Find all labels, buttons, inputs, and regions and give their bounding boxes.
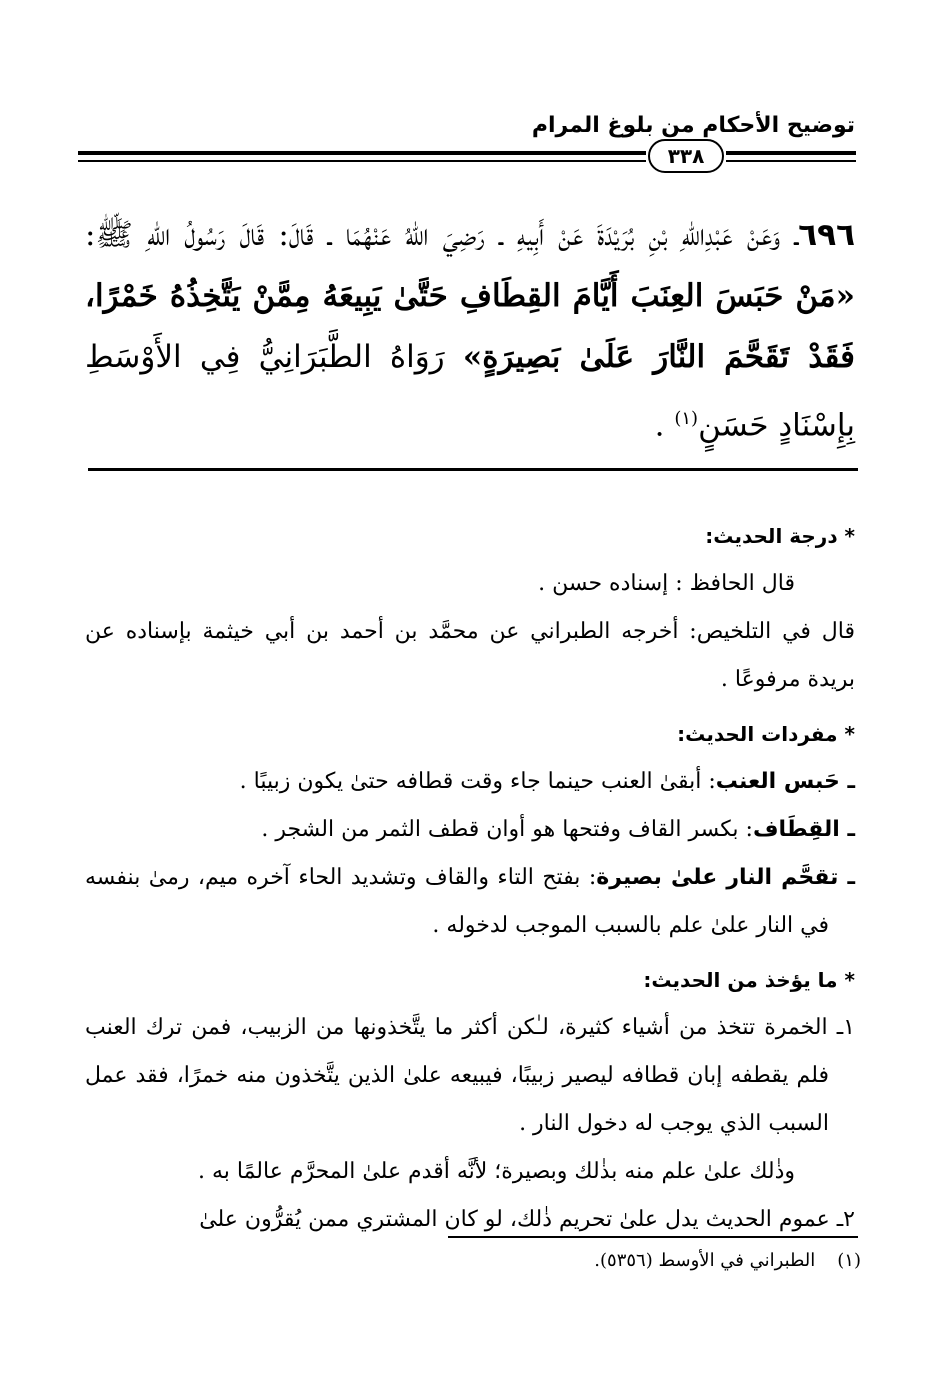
lesson-2: ٢ـ عموم الحديث يدل علىٰ تحريم ذٰلك، لو كان المشتري ممن يُقرُّون علىٰ [199,1207,855,1232]
header-rule-thin-right [726,160,856,162]
vocab-def-2: : بكسر القاف وفتحها هو أوان قطف الثمر من الشجر . [261,817,753,842]
lesson-1: ١ـ الخمرة تتخذ من أشياء كثيرة، لـٰكن أكثر ما يتَّخذونها من الزبيب، فمن ترك العنب فلم يقطفه إبان قطافه ليصير زبيبًا، فيبيعه علىٰ الذين يتَّخذون منه خمرًا، فقد عمل السبب الذي يوجب له دخول النار . [85,1015,855,1136]
header-rule-thick-left [78,151,646,155]
footnote-text: الطبراني في الأوسط (٥٣٥٦). [594,1250,816,1271]
hadith-quote: «مَنْ حَبَسَ العِنَبَ أَيَّامَ القِطَافِ حَتَّىٰ يَبِيعَهُ مِمَّنْ يَتَّخِذُهُ خَمْرًا، فَقَدْ تَقَحَّمَ النَّارَ عَلَىٰ بَصِيرَةٍ» [85,278,855,375]
header-rule-thick-right [726,151,856,155]
vocab-term-2: ـ القِطَاف [752,817,855,842]
hadith-number: ٦٩٦ [798,217,855,253]
hadith-outro: رَوَاهُ الطَّبَرَانِيُّ فِي الأَوْسَطِ بِإِسْنَادٍ حَسَنٍ [85,339,855,444]
lessons-heading: * ما يؤخذ من الحديث: [643,968,855,992]
vocab-term-3: ـ تقحَّم النار علىٰ بصيرة [596,865,855,890]
header-rule-thin-left [78,160,646,162]
section-divider [88,468,858,471]
page-number: ٣٣٨ [648,139,724,173]
grade-heading: * درجة الحديث: [705,524,855,548]
vocab-item-2 [85,806,855,854]
book-title: توضيح الأحكام من بلوغ المرام [531,113,855,138]
footnote-divider [448,1236,858,1238]
vocab-def-1: : أبقىٰ العنب حينما جاء وقت قطافه حتىٰ يكون زبيبًا . [239,769,716,794]
hadith-end: . [654,407,675,444]
footnote-number: (١) [837,1250,861,1271]
vocab-heading: * مفردات الحديث: [677,722,855,746]
vocab-item-1 [85,758,855,806]
hadith-text [85,205,855,456]
footnote [594,1250,861,1271]
grade-paragraph-2: قال في التلخيص: أخرجه الطبراني عن محمَّد بن أحمد بن أبي خيثمة بإسناده عن بريدة مرفوعًا . [85,619,855,692]
commentary-body [85,512,855,1244]
footnote-reference: (١) [674,408,699,429]
vocab-term-1: ـ حَبس العنب [715,769,855,794]
grade-paragraph-1: قال الحافظ : إسناده حسن . [538,571,795,596]
vocab-item-3 [85,854,855,950]
hadith-intro: ـ وَعَنْ عَبْدِاللهِ بْنِ بُرَيْدَةَ عَنْ أَبِيهِ ـ رَضِيَ اللهُ عَنْهُمَا ـ قَالَ: قَالَ رَسُولُ اللهِ ﷺ: [85,217,799,253]
lesson-1-continued: وذٰلك علىٰ علم منه بذٰلك وبصيرة؛ لأنَّه أقدم علىٰ المحرَّم عالمًا به . [197,1159,795,1184]
vocab-def-3: : بفتح التاء والقاف وتشديد الحاء آخره ميم، رمىٰ بنفسه في النار علىٰ علم بالسبب الموجب لدخوله . [85,865,829,938]
